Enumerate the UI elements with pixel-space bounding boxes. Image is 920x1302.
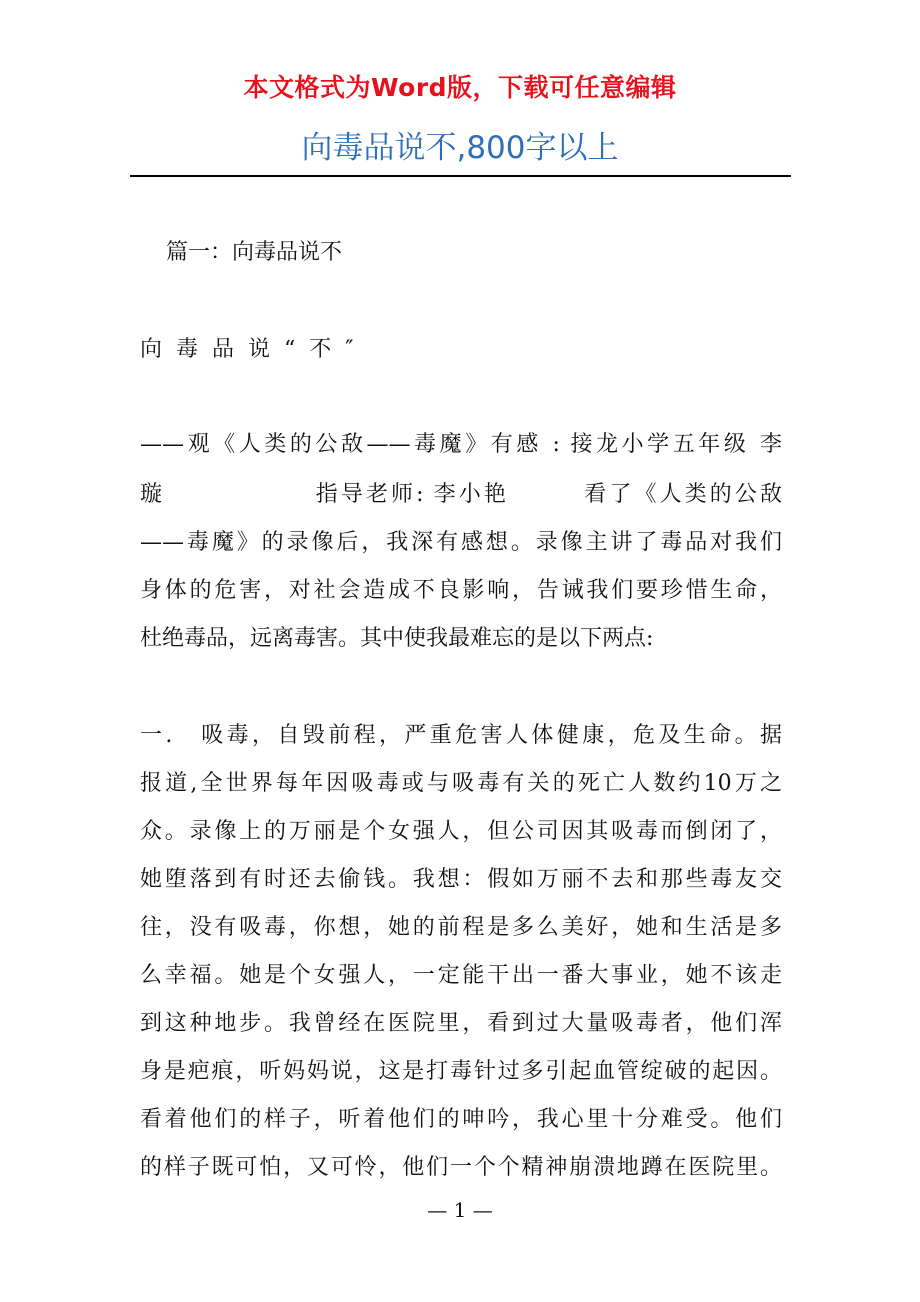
title-divider bbox=[130, 175, 791, 177]
paragraph-line: 往，没有吸毒，你想，她的前程是多么美好，她和生活是多 bbox=[140, 915, 782, 940]
paragraph-line: 身体的危害，对社会造成不良影响，告诫我们要珍惜生命， bbox=[140, 578, 782, 603]
paragraph-line: 报道,全世界每年因吸毒或与吸毒有关的死亡人数约10万之 bbox=[140, 771, 782, 796]
essay-title: 向毒品说“不″ bbox=[140, 337, 368, 362]
paragraph-line: 看着他们的样子，听着他们的呻吟，我心里十分难受。他们 bbox=[140, 1107, 782, 1132]
paragraph-line: 她堕落到有时还去偷钱。我想：假如万丽不去和那些毒友交 bbox=[140, 867, 782, 892]
paragraph-line: 璇 指导老师: 李小艳 看了《人类的公敌 bbox=[140, 482, 782, 507]
editable-notice-banner: 本文格式为Word版，下载可任意编辑 bbox=[243, 73, 677, 102]
paragraph-line: 到这种地步。我曾经在医院里，看到过大量吸毒者，他们浑 bbox=[140, 1011, 782, 1036]
paragraph-line: ——观《人类的公敌——毒魔》有感 : 接龙小学五年级 李 bbox=[140, 432, 782, 457]
section-heading: 篇一：向毒品说不 bbox=[166, 240, 343, 265]
paragraph-line: 一. 吸毒，自毁前程，严重危害人体健康，危及生命。据 bbox=[140, 723, 782, 748]
paragraph-line: 杜绝毒品，远离毒害。其中使我最难忘的是以下两点: bbox=[140, 626, 654, 651]
paragraph-line: 众。录像上的万丽是个女强人，但公司因其吸毒而倒闭了， bbox=[140, 819, 782, 844]
paragraph-line: 的样子既可怕，又可怜，他们一个个精神崩溃地蹲在医院里。 bbox=[140, 1155, 782, 1180]
page-number: — 1 — bbox=[427, 1198, 493, 1222]
document-title: 向毒品说不,800字以上 bbox=[301, 130, 619, 166]
paragraph-line: 么幸福。她是个女强人，一定能干出一番大事业，她不该走 bbox=[140, 963, 782, 988]
paragraph-line: ——毒魔》的录像后，我深有感想。录像主讲了毒品对我们 bbox=[140, 530, 782, 555]
paragraph-line: 身是疤痕，听妈妈说，这是打毒针过多引起血管绽破的起因。 bbox=[140, 1059, 782, 1084]
